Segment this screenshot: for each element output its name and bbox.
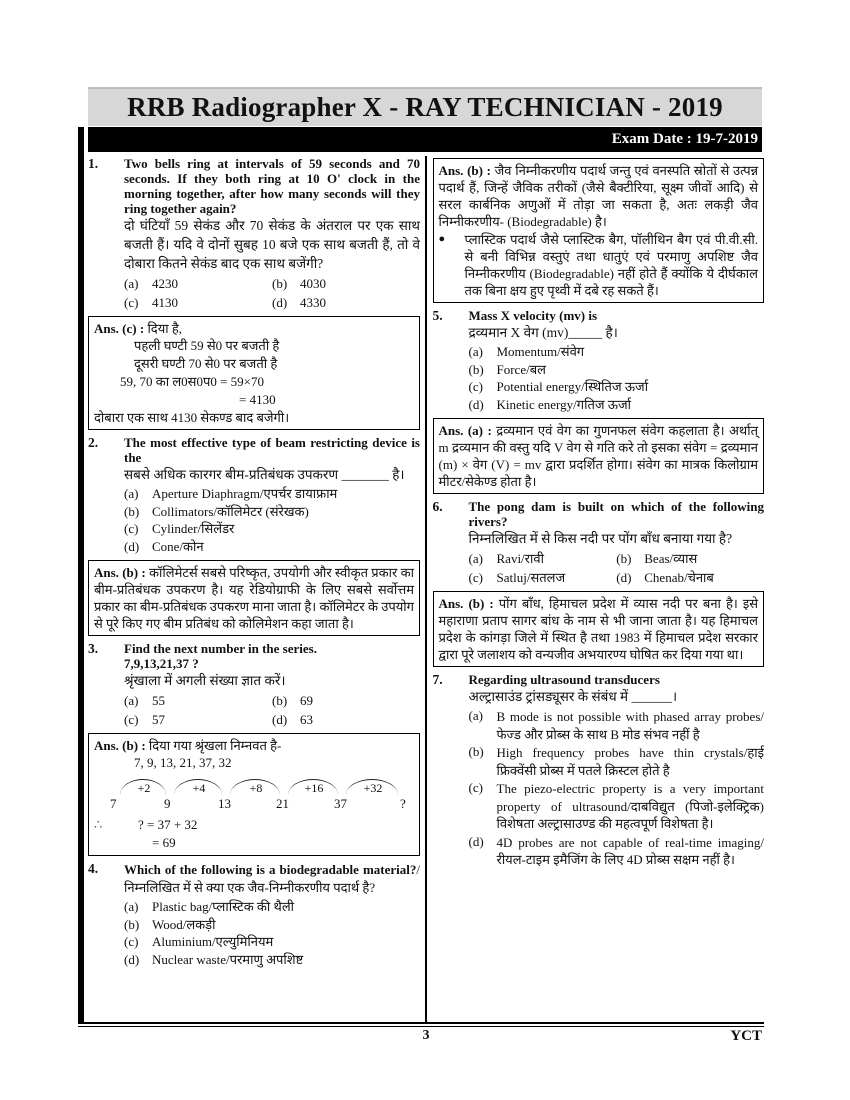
option-b: (b) Collimators/कॉलिमेटर (संरेखक) [124, 503, 309, 519]
answer-box-1 [88, 316, 420, 430]
option-b: (b) High frequency probes have thin crystals/हाई फ्रिक्वेंसी प्रोब्स में पतले क्रिस्टल होते है [468, 744, 764, 778]
option-d: (d) 4D probes are not capable of real-time imaging/रीयल-टाइम इमैजिंग के लिए 4D प्रोब्स सक्षम नहीं है। [468, 833, 764, 867]
question-4-number: 4. [88, 861, 99, 876]
answer-2-text: कॉलिमेटर्स सबसे परिष्कृत, उपयोगी और स्वीकृत प्रकार का बीम-प्रतिबंधक उपकरण है। यह रेडियोग्राफी के लिए सबसे सर्वोत्तम प्रकार का बीम-प्रतिबंधक उपकरण माना जाता है। कॉलिमेटर के उपयोग से पूरे किए गए बीम प्रतिबंध को कोलिमेशन कहा जाता है। [94, 565, 414, 631]
option-d: (d) Nuclear waste/परमाणु अपशिष्ट [124, 951, 304, 967]
answer-box-4 [433, 158, 765, 303]
series-number: ? [400, 796, 406, 811]
exam-date-bar [88, 127, 762, 152]
question-3-number: 3. [88, 641, 99, 656]
question-5-number: 5. [432, 308, 443, 323]
question-4-options [124, 899, 420, 968]
question-2-text-en: The most effective type of beam restricting device is the [124, 435, 420, 465]
question-6-text-hi: निम्नलिखित में से किस नदी पर पोंग बाँध बनाया गया है? [468, 531, 733, 546]
question-1-number: 1. [88, 156, 99, 171]
question-5-options [469, 344, 765, 413]
question-2-text-hi: सबसे अधिक कारगर बीम-प्रतिबंधक उपकरण _______ है। [124, 467, 405, 482]
option-a: (a) Aperture Diaphragm/एपर्चर डायाफ्राम [124, 486, 338, 501]
right-column [427, 156, 765, 1022]
option-c: (c) Potential energy/स्थितिज ऊर्जा [468, 379, 649, 394]
answer-box-5 [433, 418, 765, 494]
question-3 [88, 641, 420, 729]
question-3-text-en: Find the next number in the series. [124, 641, 317, 656]
question-3-series: 7,9,13,21,37 ? [124, 656, 199, 671]
option-c: (c) Cylinder/सिलेंडर [124, 521, 235, 536]
answer-1-conclusion: दोबारा एक साथ 4130 सेकण्ड बाद बजेगी। [94, 410, 290, 425]
answer-box-6 [433, 591, 765, 667]
answer-4-bullet-text: प्लास्टिक पदार्थ जैसे प्लास्टिक बैग, पॉलीथिन बैग एवं पी.वी.सी. से बनी विभिन्न वस्तुएं तथा धातुएं एवं परमाणु अपशिष्ट जैव निम्नीकरणीय (Biodegradable) नहीं होते हैं क्योंकि ये दीर्घकाल तक बिना क्षय हुए पृथ्वी में दबे रह सकते हैं। [464, 232, 758, 298]
therefore-symbol: ∴ [94, 817, 103, 832]
option-a: (a) Plastic bag/प्लास्टिक की थैली [124, 899, 295, 914]
series-number: 13 [218, 796, 231, 811]
question-3-text-hi: श्रृंखाला में अगली संख्या ज्ञात करें। [124, 673, 286, 688]
option-b: (b) 69 [272, 693, 313, 708]
option-d: (d) Cone/कोन [124, 538, 204, 554]
answer-1-result: = 4130 [239, 392, 276, 407]
question-4-text-hi: /निम्नलिखित में से क्या एक जैव-निम्नीकरणीय पदार्थ है? [124, 862, 420, 895]
series-diagram [108, 772, 420, 816]
question-4-text-en: Which of the following is a biodegradable material? [124, 862, 417, 877]
series-number: 9 [164, 796, 171, 811]
question-7-number: 7. [432, 672, 443, 687]
question-5-text-hi: द्रव्यमान X वेग (mv)_____ है। [468, 325, 618, 340]
question-7-options [469, 708, 765, 869]
question-3-options [124, 692, 420, 729]
question-4 [88, 861, 420, 969]
answer-3-label: Ans. (b) : [94, 738, 146, 753]
answer-6-label: Ans. (b) : [438, 596, 494, 611]
question-6-options [469, 550, 765, 587]
exam-date-text: Exam Date : 19-7-2019 [611, 131, 758, 147]
bullet-icon: ● [438, 233, 446, 245]
page-title: RRB Radiographer X - RAY TECHNICIAN - 2019 [88, 87, 762, 126]
page-number: 3 [422, 1028, 430, 1043]
series-diff: +2 [137, 781, 151, 795]
option-a: (a) B mode is not possible with phased array probes/फेज्ड और प्रोब्स के साथ B मोड संभव नहीं है [468, 708, 764, 742]
option-c: (c) The piezo-electric property is a very important property of ultrasound/दाबविद्युत (पिजो-इलेक्ट्रिक) विशेषता अल्ट्रासाउण्ड की महत्वपूर्ण विशेषता है। [468, 780, 764, 831]
option-d: (d) Chenab/चेनाब [616, 569, 714, 585]
answer-3-result: = 69 [152, 835, 176, 850]
series-number: 21 [276, 796, 289, 811]
answer-2-label: Ans. (b) : [94, 565, 146, 580]
answer-4-text: जैव निम्नीकरणीय पदार्थ जन्तु एवं वनस्पति स्रोतों से उत्पन्न पदार्थ हैं, जिन्हें जैविक तरीकों (जैसे बैक्टीरिया, सूक्ष्म जीवों आदि) से सरल कार्बनिक अणुओं में तोड़ा जा सकता है, अतः लकड़ी जैव निम्नीकरणीय- (Biodegradable) है। [438, 163, 758, 229]
left-column [88, 156, 425, 1022]
question-2-options [124, 486, 420, 555]
footer [88, 1028, 764, 1048]
option-c: (c) 4130 [124, 294, 178, 310]
answer-3-series-text: 7, 9, 13, 21, 37, 32 [134, 755, 232, 770]
question-1 [88, 156, 420, 312]
question-1-options [124, 275, 420, 312]
answer-5-text: द्रव्यमान एवं वेग का गुणनफल संवेग कहलाता है। अर्थात् m द्रव्यमान की वस्तु यदि V वेग से गति करे तो इसका संवेग = द्रव्यमान (m) × वेग (V) = mv द्वारा प्रदर्शित होगा। संवेग का मात्रक किलोग्राम मीटर/सेकेण्ड होता है। [438, 423, 759, 489]
question-7 [433, 672, 765, 870]
question-6-text-en: The pong dam is built on which of the following rivers? [468, 499, 764, 529]
series-diff: +8 [249, 781, 263, 795]
answer-6-text: पोंग बाँध, हिमाचल प्रदेश में व्यास नदी पर बना है। इसे महाराणा प्रताप सागर बांध के नाम से भी जाना जाता है। यह हिमाचल प्रदेश के कांगड़ा जिले में स्थित है तथा 1983 में हिमाचल प्रदेश सरकार द्वारा पूरे जलाशय को वन्यजीव अभयारण्य घोषित कर दिया गया था। [438, 596, 758, 662]
answer-3-intro: दिया गया श्रृंखला निम्नवत है- [148, 738, 282, 753]
answer-box-2 [88, 560, 420, 636]
question-6-number: 6. [432, 499, 443, 514]
answer-1-equation: 59, 70 का ल0स0प0 = 59×70 [120, 374, 265, 389]
option-c: (c) Satluj/सतलज [468, 569, 566, 585]
answer-1-label: Ans. (c) : [94, 321, 145, 336]
option-d: (d) Kinetic energy/गतिज ऊर्जा [468, 396, 631, 412]
option-b: (b) Force/बल [468, 361, 546, 377]
answer-4-label: Ans. (b) : [438, 163, 491, 178]
option-b: (b) Beas/व्यास [616, 551, 698, 566]
answer-3-equation: ? = 37 + 32 [138, 817, 198, 832]
answer-box-3 [88, 733, 420, 856]
question-2-number: 2. [88, 435, 99, 450]
option-a: (a) 55 [124, 693, 165, 708]
option-a: (a) Momentum/संवेग [468, 344, 585, 359]
question-6 [433, 499, 765, 587]
publisher-brand: YCT [730, 1028, 762, 1044]
two-column-body [88, 156, 764, 1022]
option-b: (b) Wood/लकड़ी [124, 916, 216, 932]
question-5-text-en: Mass X velocity (mv) is [468, 308, 598, 323]
option-b: (b) 4030 [272, 276, 326, 291]
question-2 [88, 435, 420, 556]
question-5 [433, 308, 765, 414]
option-c: (c) Aluminium/एल्युमिनियम [124, 934, 274, 949]
question-7-text-en: Regarding ultrasound transducers [468, 672, 660, 687]
question-1-text-en: Two bells ring at intervals of 59 seconds and 70 seconds. If they both ring at 10 O' clock in the morning together, after how many seconds will they ring together again? [124, 156, 420, 216]
option-a: (a) 4230 [124, 276, 178, 291]
footer-double-rule [78, 1022, 764, 1027]
series-diff: +16 [304, 781, 324, 795]
option-d: (d) 63 [272, 711, 313, 727]
series-diff: +32 [363, 781, 383, 795]
option-c: (c) 57 [124, 711, 165, 727]
option-a: (a) Ravi/रावी [468, 551, 544, 566]
left-margin-rule [78, 127, 84, 1022]
answer-5-label: Ans. (a) : [438, 423, 492, 438]
option-d: (d) 4330 [272, 294, 326, 310]
answer-1-line-1: पहली घण्टी 59 से0 पर बजती है [134, 338, 280, 353]
answer-1-intro: दिया है, [147, 321, 183, 336]
question-1-text-hi: दो घंटियाँ 59 सेकंड और 70 सेकंड के अंतराल पर एक साथ बजती हैं। यदि वे दोनों सुबह 10 बजे एक साथ बजती हैं, तो वे दोबारा कितने सेकंड बाद एक साथ बजेंगी? [124, 218, 420, 271]
question-7-text-hi: अल्ट्रासाउंड ट्रांसड्यूसर के संबंध में ______। [468, 689, 678, 704]
answer-1-line-2: दूसरी घण्टी 70 से0 पर बजती है [134, 356, 278, 371]
series-diff: +4 [192, 781, 206, 795]
series-number: 37 [334, 796, 347, 811]
series-number: 7 [110, 796, 117, 811]
